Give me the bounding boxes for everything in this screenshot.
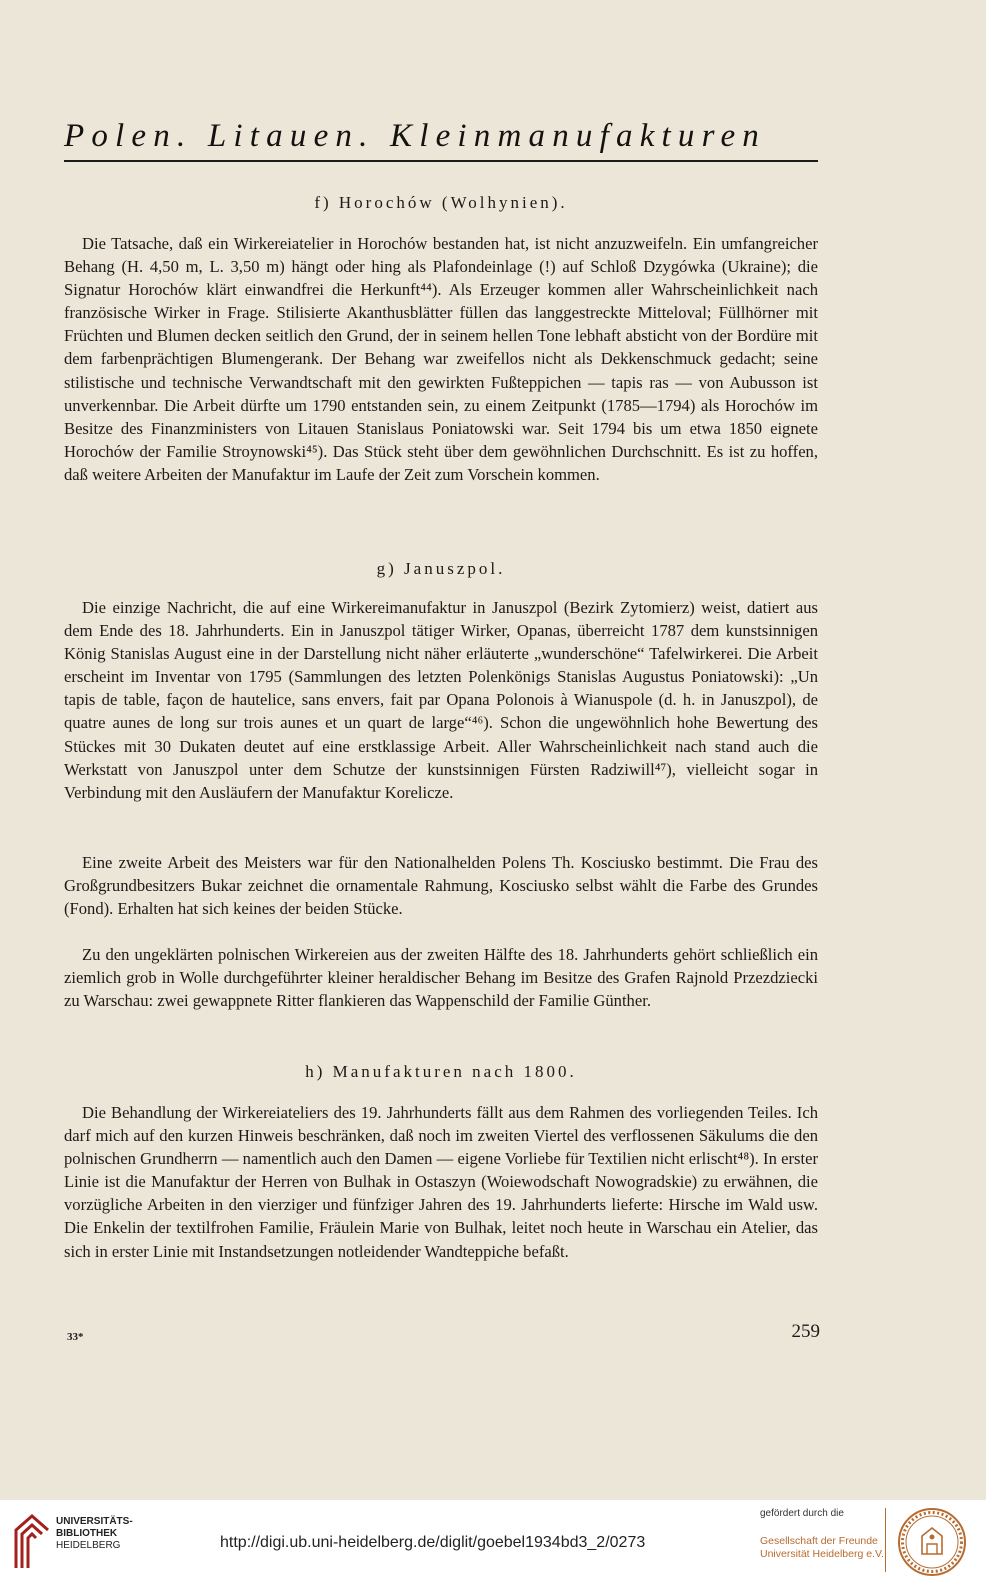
page-number: 259 [791, 1321, 820, 1342]
signature-mark: 33* [67, 1331, 84, 1343]
paragraph-januszpol-3: Zu den ungeklärten polnischen Wirkereien aus der zweiten Hälfte des 18. Jahrhunderts gehört schließlich ein ziemlich grob in Wolle durchgeführter kleiner heraldischer Behang im Besitze des Grafen Rajnold Przezdziecki zu Warschau: zwei gewappnete Ritter flankieren das Wappenschild der Familie Günther. [64, 945, 818, 1011]
sponsor-name-line1: Gesellschaft der Freunde [760, 1535, 878, 1547]
sponsor-name-line2: Universität Heidelberg e.V. [760, 1548, 884, 1560]
section-heading-h: h) Manufakturen nach 1800. [305, 1062, 577, 1081]
running-head: Polen. Litauen. Kleinmanufakturen [64, 118, 766, 154]
library-name [56, 1516, 133, 1552]
paragraph-horochow: Die Tatsache, daß ein Wirkereiatelier in Horochów bestanden hat, ist nicht anzuzweifeln. Ein umfangreicher Behang (H. 4,50 m, L. 3,50 m) hängt oder hing als Plafondeinlage (!) auf Schloß Dzygówka (Ukraine); die Signatur Horochów klärt einwandfrei die Herkunft⁴⁴). Als Erzeuger kommen aller Wahrscheinlichkeit nach französische Wirker in Frage. Stilisierte Akanthusblätter füllen das langgestreckte Mitteloval; Füllhörner mit Früchten und Blumen decken seitlich den Grund, der in seinem hellen Tone lebhaft absticht von der Bordüre mit dem farbenprächtigen Blumengerank. Der Behang war zweifellos nicht als Dekkenschmuck gedacht; seine stilistische und technische Verwandtschaft mit den gewirkten Fußteppichen — tapis ras — von Aubusson ist unverkennbar. Die Arbeit dürfte um 1790 entstanden sein, zu einem Zeitpunkt (1785—1794) als Horochów im Besitze des Finanzministers von Litauen Stanislaus Poniatowski war. Seit 1794 bis um etwa 1850 eignete Horochów der Familie Stroynowski⁴⁵). Das Stück steht über dem gewöhnlichen Durchschnitt. Es ist zu hoffen, daß weitere Arbeiten der Manufaktur im Laufe der Zeit zum Vorschein kommen. [64, 234, 818, 484]
paragraph-januszpol-2: Eine zweite Arbeit des Meisters war für den Nationalhelden Polens Th. Kosciusko bestimmt. Die Frau des Großgrundbesitzers Bukar zeichnet die ornamentale Rahmung, Kosciusko selbst wählt die Farbe des Grundes (Fond). Erhalten hat sich keines der beiden Stücke. [64, 853, 818, 919]
library-name-line1: UNIVERSITÄTS- [56, 1516, 133, 1527]
funded-by-label: gefördert durch die [760, 1508, 844, 1519]
sponsor-divider [885, 1508, 886, 1572]
university-seal-icon [896, 1506, 968, 1578]
header-rule [64, 160, 818, 162]
ub-heidelberg-logo-icon[interactable] [12, 1512, 52, 1572]
sponsor-name [760, 1535, 884, 1561]
library-name-line3: HEIDELBERG [56, 1540, 121, 1551]
library-name-line2: BIBLIOTHEK [56, 1528, 118, 1539]
paragraph-manufakturen: Die Behandlung der Wirkereiateliers des 19. Jahrhunderts fällt aus dem Rahmen des vorliegenden Teiles. Ich darf mich auf den kurzen Hinweis beschränken, daß noch im zweiten Viertel des verflossenen Säkulums die den polnischen Grundherrn — namentlich auch den Damen — eigene Vorliebe für Textilien nicht erlischt⁴⁸). In erster Linie ist die Manufaktur der Herren von Bulhak in Ostaszyn (Woiewodschaft Nowogradskie) zu erwähnen, die vorzügliche Arbeiten in den vierziger und fünfziger Jahren des 19. Jahrhunderts lieferte: Hirsche im Wald usw. Die Enkelin der textilfrohen Familie, Fräulein Marie von Bulhak, leitet noch heute in Warschau ein Atelier, das sich in erster Linie mit Instandsetzungen notleidender Wandteppiche befaßt. [64, 1103, 818, 1261]
paragraph-januszpol-1: Die einzige Nachricht, die auf eine Wirkereimanufaktur in Januszpol (Bezirk Zytomierz) weist, datiert aus dem Ende des 18. Jahrhunderts. Ein in Januszpol tätiger Wirker, Opanas, überreicht 1787 dem kunstsinnigen König Stanislas August eine in der Darstellung nicht näher erläuterte „wunderschöne“ Tafelwirkerei. Die Arbeit erscheint im Inventar von 1795 (Sammlungen des letzten Polenkönigs Stanislas Augustus Poniatowski): „Un tapis de table, façon de hautelice, sans envers, fait par Opana Polonois à Wianuspole (d. h. in Januszpol), de quatre aunes de long sur trois aunes et un quart de large“⁴⁶). Schon die ungewöhnlich hohe Bewertung des Stückes mit 30 Dukaten deutet auf eine erstklassige Arbeit. Aller Wahrscheinlichkeit nach stand auch die Werkstatt von Januszpol unter dem Schutze der kunstsinnigen Fürsten Radziwill⁴⁷), vielleicht sogar in Verbindung mit den Ausläufern der Manufaktur Korelicze. [64, 598, 818, 802]
section-heading-f: f) Horochów (Wolhynien). [314, 193, 568, 212]
section-heading-g: g) Januszpol. [376, 559, 506, 578]
permalink-url[interactable]: http://digi.ub.uni-heidelberg.de/diglit/goebel1934bd3_2/0273 [220, 1534, 646, 1551]
